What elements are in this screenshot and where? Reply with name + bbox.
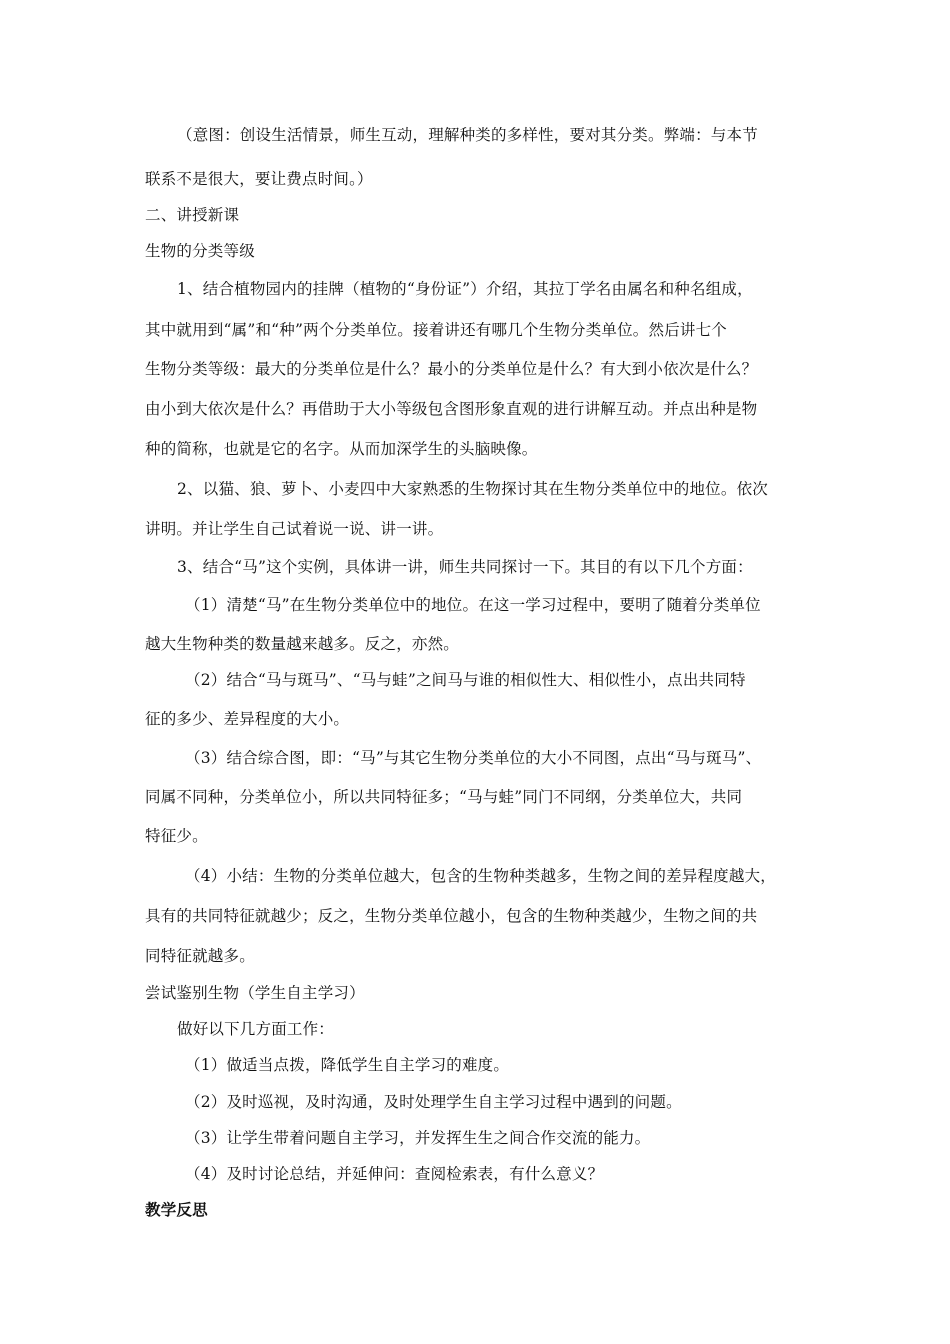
paragraph-line: （2）结合“马与斑马”、“马与蛙”之间马与谁的相似性大、相似性小，点出共同特: [185, 671, 746, 689]
subsection-heading: 尝试鉴别生物（学生自主学习）: [145, 984, 365, 1002]
section-heading: 二、讲授新课: [145, 206, 240, 224]
subsection-heading: 生物的分类等级: [145, 242, 255, 260]
paragraph-line: 同属不同种，分类单位小，所以共同特征多；“马与蛙”同门不同纲，分类单位大，共同: [145, 788, 743, 806]
paragraph-line: 由小到大依次是什么？再借助于大小等级包含图形象直观的进行讲解互动。并点出种是物: [145, 400, 758, 418]
paragraph-line: 征的多少、差异程度的大小。: [145, 710, 350, 728]
paragraph-line: 越大生物种类的数量越来越多。反之，亦然。: [145, 635, 460, 653]
paragraph-line: 其中就用到“属”和“种”两个分类单位。接着讲还有哪几个生物分类单位。然后讲七个: [145, 321, 727, 339]
list-item: （4）及时讨论总结，并延伸问：查阅检索表，有什么意义？: [185, 1165, 604, 1183]
paragraph-line: 特征少。: [145, 827, 208, 845]
paragraph-line: 生物分类等级：最大的分类单位是什么？最小的分类单位是什么？有大到小依次是什么？: [145, 360, 758, 378]
paragraph-line: 做好以下几方面工作：: [177, 1020, 335, 1038]
paragraph-line: 具有的共同特征就越少；反之，生物分类单位越小，包含的生物种类越少，生物之间的共: [145, 907, 758, 925]
paragraph-line: （4）小结：生物的分类单位越大，包含的生物种类越多，生物之间的差异程度越大，: [185, 867, 776, 885]
list-item: （2）及时巡视，及时沟通，及时处理学生自主学习过程中遇到的问题。: [185, 1093, 682, 1111]
paragraph-line: 同特征就越多。: [145, 947, 255, 965]
paragraph-line: （3）结合综合图，即：“马”与其它生物分类单位的大小不同图，点出“马与斑马”、: [185, 749, 762, 767]
list-item: （3）让学生带着问题自主学习，并发挥生生之间合作交流的能力。: [185, 1129, 651, 1147]
paragraph-line: 1、结合植物园内的挂牌（植物的“身份证”）介绍，其拉丁学名由属名和种名组成，: [177, 280, 753, 298]
paragraph-line: 联系不是很大，要让费点时间。）: [145, 170, 373, 188]
paragraph-line: 种的简称，也就是它的名字。从而加深学生的头脑映像。: [145, 440, 538, 458]
paragraph-line: 讲明。并让学生自己试着说一说、讲一讲。: [145, 520, 444, 538]
section-heading-teaching-reflection: 教学反思: [145, 1201, 208, 1219]
list-item: （1）做适当点拨，降低学生自主学习的难度。: [185, 1056, 510, 1074]
paragraph-line: 2、以猫、狼、萝卜、小麦四中大家熟悉的生物探讨其在生物分类单位中的地位。依次: [177, 480, 768, 498]
paragraph-line: 3、结合“马”这个实例，具体讲一讲，师生共同探讨一下。其目的有以下几个方面：: [177, 558, 753, 576]
paragraph-line: （1）清楚“马”在生物分类单位中的地位。在这一学习过程中，要明了随着分类单位: [185, 596, 761, 614]
paragraph-line: （意图：创设生活情景，师生互动，理解种类的多样性，要对其分类。弊端：与本节: [177, 126, 758, 144]
